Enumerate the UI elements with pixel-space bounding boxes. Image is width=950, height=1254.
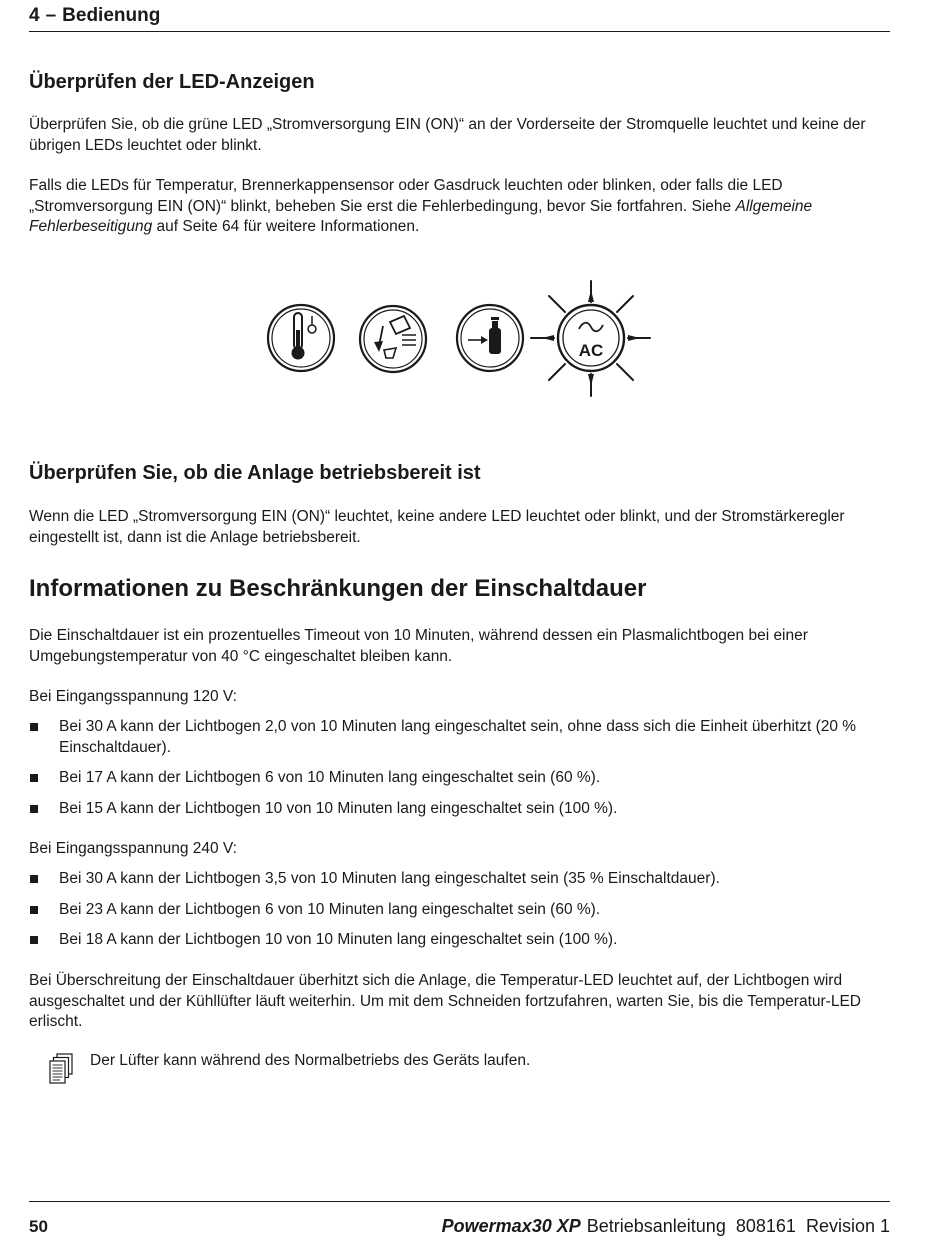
list-item xyxy=(29,799,894,820)
ready-check-paragraph: Wenn die LED „Stromversorgung EIN (ON)“ leuchtet, keine andere LED leuchtet oder blinkt, und der Stromstärkeregler eingestellt ist, dann ist die Anlage betriebsbereit. xyxy=(29,508,845,546)
chapter-dash: – xyxy=(45,5,57,26)
bullet-square xyxy=(30,936,38,944)
document-number: 808161 xyxy=(735,1216,796,1236)
list-item xyxy=(29,768,894,789)
section-title-duty-cycle: Informationen zu Beschränkungen der Einschaltdauer xyxy=(29,575,647,602)
note-pages-icon xyxy=(48,1053,74,1085)
list-item-text: Bei 30 A kann der Lichtbogen 2,0 von 10 Minuten lang eingeschaltet sein, ohne dass sich die Einheit überhitzt (20 % Einschaltdauer). xyxy=(59,718,857,756)
temperature-led-icon xyxy=(268,305,334,371)
troubleshooting-reference-link[interactable]: Allgemeine Fehlerbeseitigung xyxy=(29,197,813,235)
chapter-header xyxy=(29,4,890,32)
power-on-led-icon xyxy=(531,281,650,396)
document-title: Betriebsanleitung xyxy=(586,1216,726,1236)
document-revision: Revision 1 xyxy=(805,1216,890,1236)
list-item-text: Bei 23 A kann der Lichtbogen 6 von 10 Minuten lang eingeschaltet sein (60 %). xyxy=(59,900,601,918)
section-title-ready-check: Überprüfen Sie, ob die Anlage betriebsbereit ist xyxy=(29,462,481,484)
voltage-240-list xyxy=(29,869,894,961)
led-check-paragraph-1: Überprüfen Sie, ob die grüne LED „Stromversorgung EIN (ON)“ an der Vorderseite der Stromquelle leuchtet und keine der übrigen LEDs leuchtet oder blinkt. xyxy=(29,116,866,154)
list-item-text: Bei 17 A kann der Lichtbogen 6 von 10 Minuten lang eingeschaltet sein (60 %). xyxy=(59,769,601,786)
bullet-square xyxy=(30,723,38,731)
overheat-paragraph: Bei Überschreitung der Einschaltdauer überhitzt sich die Anlage, die Temperatur-LED leuchtet auf, der Lichtbogen wird ausgeschaltet und der Kühllüfter läuft weiterhin. Um mit dem Schneiden fortzufahren, warten Sie, bis die Temperatur-LED erlischt. xyxy=(29,972,861,1030)
duty-cycle-intro: Die Einschaltdauer ist ein prozentuelles Timeout von 10 Minuten, während dessen ein Plasmalichtbogen bei einer Umgebungstemperatur von 40 °C eingeschaltet bleiben kann. xyxy=(29,627,808,665)
footer-document-info xyxy=(442,1216,890,1237)
list-item xyxy=(29,717,894,758)
fan-note-text: Der Lüfter kann während des Normalbetriebs des Geräts laufen. xyxy=(90,1052,531,1069)
led-indicator-illustration xyxy=(262,278,662,403)
voltage-120-label: Bei Eingangsspannung 120 V: xyxy=(29,688,237,705)
list-item xyxy=(29,900,894,921)
product-name: Powermax30 XP xyxy=(441,1216,581,1236)
bullet-square xyxy=(30,875,38,883)
power-led-ac-label: AC xyxy=(578,341,604,360)
section-title-led-check: Überprüfen der LED-Anzeigen xyxy=(29,71,315,93)
torch-cap-sensor-led-icon xyxy=(360,306,426,372)
led-check-paragraph-2-start: Falls die LEDs für Temperatur, Brennerkappensensor oder Gasdruck leuchten oder blinken, oder falls die LED „Stromversorgung EIN (ON)“ blinkt, beheben Sie erst die Fehlerbedingung, bevor Sie fortfahren. Siehe xyxy=(29,177,783,215)
bullet-square xyxy=(30,774,38,782)
list-item xyxy=(29,930,894,951)
led-check-paragraph-2 xyxy=(29,176,894,238)
list-item-text: Bei 18 A kann der Lichtbogen 10 von 10 Minuten lang eingeschaltet sein (100 %). xyxy=(59,931,618,948)
list-item xyxy=(29,869,894,890)
chapter-title: Bedienung xyxy=(62,5,161,26)
voltage-120-list xyxy=(29,717,894,829)
list-item-text: Bei 15 A kann der Lichtbogen 10 von 10 Minuten lang eingeschaltet sein (100 %). xyxy=(59,799,618,817)
gas-pressure-led-icon xyxy=(457,305,523,371)
list-item-text: Bei 30 A kann der Lichtbogen 3,5 von 10 Minuten lang eingeschaltet sein (35 % Einschaltdauer). xyxy=(59,870,720,887)
bullet-square xyxy=(30,805,38,813)
voltage-240-label: Bei Eingangsspannung 240 V: xyxy=(29,840,237,857)
bullet-square xyxy=(30,906,38,914)
page-footer xyxy=(29,1201,890,1242)
page-number: 50 xyxy=(29,1217,48,1236)
led-check-paragraph-2-end: auf Seite 64 für weitere Informationen. xyxy=(152,218,420,235)
chapter-number: 4 xyxy=(29,5,40,26)
